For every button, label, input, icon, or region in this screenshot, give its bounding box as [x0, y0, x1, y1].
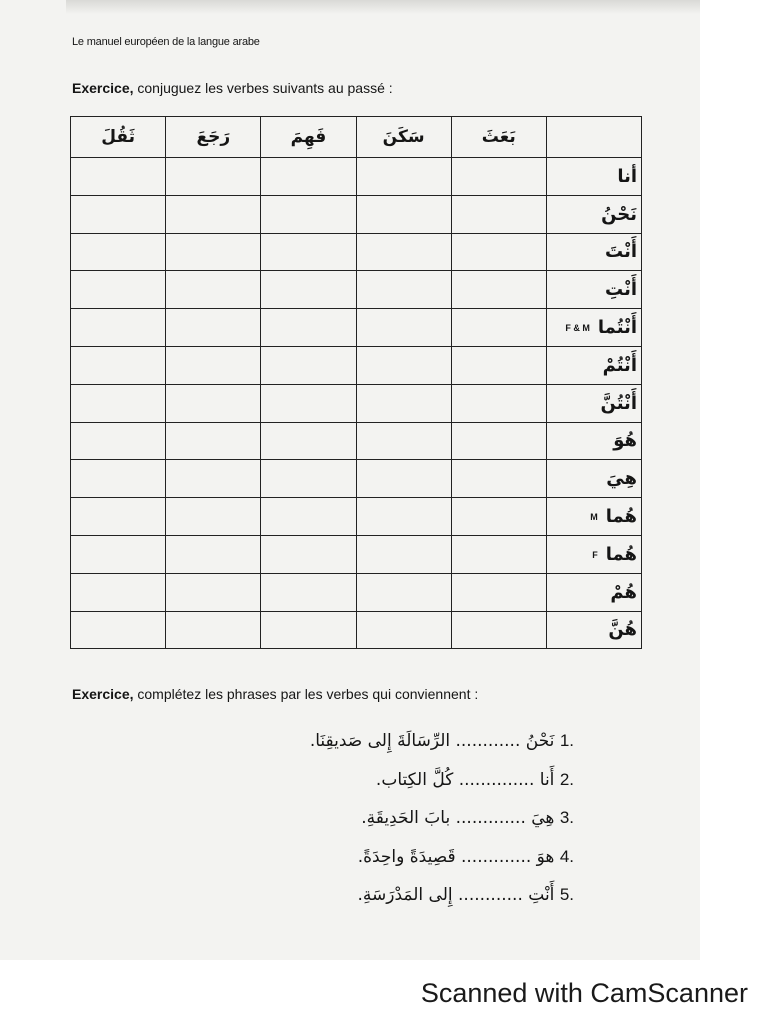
verb-header: سَكَنَ	[356, 117, 451, 158]
answer-cell[interactable]	[451, 195, 546, 233]
pronoun-cell	[546, 611, 641, 649]
exercise2-instruction: complétez les phrases par les verbes qui conviennent :	[137, 686, 479, 702]
answer-cell[interactable]	[166, 309, 261, 347]
answer-cell[interactable]	[261, 535, 356, 573]
answer-cell[interactable]	[166, 573, 261, 611]
sentence-number: 2.	[559, 769, 574, 789]
answer-cell[interactable]	[356, 384, 451, 422]
pronoun-cell	[546, 422, 641, 460]
answer-cell[interactable]	[356, 460, 451, 498]
running-head: Le manuel européen de la langue arabe	[72, 36, 260, 48]
pronoun-label: أَنْتُنَّ	[600, 392, 637, 414]
answer-cell[interactable]	[356, 535, 451, 573]
answer-cell[interactable]	[451, 271, 546, 309]
pronoun-label: أَنْتُمْ	[602, 354, 637, 376]
answer-cell[interactable]	[356, 271, 451, 309]
answer-cell[interactable]	[71, 309, 166, 347]
sentence-text: هوَ ............. قَصِيدَةً واحِدَةً.	[357, 846, 555, 867]
sentence-number: 4.	[559, 846, 574, 866]
answer-cell[interactable]	[71, 535, 166, 573]
answer-cell[interactable]	[166, 460, 261, 498]
pronoun-row	[71, 309, 642, 347]
answer-cell[interactable]	[71, 195, 166, 233]
pronoun-cell	[546, 233, 641, 271]
exercise1-label: Exercice,	[72, 80, 134, 96]
answer-cell[interactable]	[261, 460, 356, 498]
answer-cell[interactable]	[71, 460, 166, 498]
answer-cell[interactable]	[261, 158, 356, 196]
sentence-text: أَنا .............. كُلَّ الكِتاب.	[375, 769, 555, 790]
exercise2-label: Exercice,	[72, 686, 134, 702]
answer-cell[interactable]	[451, 233, 546, 271]
pronoun-label: أَنْتِ	[605, 279, 637, 301]
sentence-number: 5.	[559, 885, 574, 904]
answer-cell[interactable]	[71, 611, 166, 649]
answer-cell[interactable]	[166, 535, 261, 573]
answer-cell[interactable]	[356, 195, 451, 233]
sentence-item	[74, 803, 574, 842]
pronoun-label: نَحْنُ	[601, 203, 637, 225]
verb-header: ثَقُلَ	[71, 117, 166, 158]
answer-cell[interactable]	[166, 422, 261, 460]
pronoun-label: هُمْ	[610, 581, 637, 603]
sentence-text: نَحْنُ ............ الرِّسَالَةَ إِلى صَديقِنَا.	[309, 731, 555, 751]
answer-cell[interactable]	[166, 233, 261, 271]
verb-header-row	[71, 117, 642, 158]
answer-cell[interactable]	[71, 233, 166, 271]
answer-cell[interactable]	[166, 271, 261, 309]
answer-cell[interactable]	[261, 611, 356, 649]
gender-note: F & M	[565, 323, 590, 334]
pronoun-cell	[546, 498, 641, 536]
pronoun-label: أَنْتُما	[597, 317, 637, 339]
answer-cell[interactable]	[261, 384, 356, 422]
pronoun-row	[71, 460, 642, 498]
pronoun-cell	[546, 460, 641, 498]
sentence-item	[74, 842, 574, 881]
gender-note: F	[592, 549, 598, 560]
answer-cell[interactable]	[356, 309, 451, 347]
pronoun-cell	[546, 309, 641, 347]
pronoun-label: هُوَ	[613, 430, 637, 452]
exercise1-instruction: conjuguez les verbes suivants au passé :	[137, 80, 393, 96]
answer-cell[interactable]	[451, 611, 546, 649]
answer-cell[interactable]	[261, 195, 356, 233]
pronoun-label: هُما	[605, 506, 637, 528]
answer-cell[interactable]	[166, 498, 261, 536]
pronoun-row	[71, 422, 642, 460]
answer-cell[interactable]	[166, 158, 261, 196]
conjugation-body	[71, 158, 642, 649]
answer-cell[interactable]	[261, 233, 356, 271]
pronoun-cell	[546, 573, 641, 611]
sentence-text: هِيَ ............. بابَ الحَدِيقَةِ.	[361, 808, 555, 828]
pronoun-label: أنا	[617, 165, 637, 187]
verb-header: فَهِمَ	[261, 117, 356, 158]
verb-header: بَعَثَ	[451, 117, 546, 158]
pronoun-cell	[546, 158, 641, 196]
pronoun-label: أَنْتَ	[605, 241, 637, 263]
gender-note: M	[590, 512, 598, 523]
answer-cell[interactable]	[71, 498, 166, 536]
answer-cell[interactable]	[356, 573, 451, 611]
answer-cell[interactable]	[166, 346, 261, 384]
answer-cell[interactable]	[261, 573, 356, 611]
answer-cell[interactable]	[71, 384, 166, 422]
answer-cell[interactable]	[71, 158, 166, 196]
pronoun-cell	[546, 346, 641, 384]
answer-cell[interactable]	[71, 271, 166, 309]
sentence-number: 3.	[559, 808, 574, 827]
exercise2-heading	[72, 686, 478, 702]
sentence-number: 1.	[559, 731, 574, 750]
pronoun-cell	[546, 384, 641, 422]
answer-cell[interactable]	[261, 271, 356, 309]
pronoun-cell	[546, 195, 641, 233]
pronoun-label: هُنَّ	[608, 619, 637, 641]
answer-cell[interactable]	[451, 460, 546, 498]
answer-cell[interactable]	[71, 346, 166, 384]
answer-cell[interactable]	[261, 309, 356, 347]
pronoun-row	[71, 384, 642, 422]
pronoun-label: هِيَ	[606, 468, 637, 490]
answer-cell[interactable]	[451, 535, 546, 573]
conjugation-table	[70, 116, 642, 649]
verb-header: رَجَعَ	[166, 117, 261, 158]
answer-cell[interactable]	[71, 422, 166, 460]
answer-cell[interactable]	[356, 422, 451, 460]
answer-cell[interactable]	[166, 384, 261, 422]
pronoun-row	[71, 346, 642, 384]
answer-cell[interactable]	[451, 422, 546, 460]
answer-cell[interactable]	[356, 233, 451, 271]
answer-cell[interactable]	[261, 346, 356, 384]
sentence-list	[74, 726, 574, 919]
header-corner-cell	[546, 117, 641, 158]
answer-cell[interactable]	[451, 498, 546, 536]
answer-cell[interactable]	[356, 158, 451, 196]
pronoun-cell	[546, 271, 641, 309]
pronoun-row	[71, 158, 642, 196]
pronoun-row	[71, 195, 642, 233]
pronoun-row	[71, 535, 642, 573]
pronoun-row	[71, 271, 642, 309]
answer-cell[interactable]	[356, 346, 451, 384]
answer-cell[interactable]	[451, 309, 546, 347]
answer-cell[interactable]	[451, 573, 546, 611]
answer-cell[interactable]	[451, 384, 546, 422]
pronoun-row	[71, 233, 642, 271]
answer-cell[interactable]	[356, 611, 451, 649]
pronoun-cell	[546, 535, 641, 573]
answer-cell[interactable]	[261, 422, 356, 460]
sentence-text: أَنْتِ ............ إِلى المَدْرَسَةِ.	[357, 885, 555, 905]
answer-cell[interactable]	[166, 195, 261, 233]
pronoun-label: هُما	[605, 543, 637, 565]
answer-cell[interactable]	[166, 611, 261, 649]
answer-cell[interactable]	[356, 498, 451, 536]
pronoun-row	[71, 573, 642, 611]
sentence-item	[74, 726, 574, 765]
scanner-watermark: Scanned with CamScanner	[420, 978, 748, 1008]
exercise1-heading	[72, 80, 393, 96]
sentence-item	[74, 880, 574, 919]
pronoun-row	[71, 498, 642, 536]
answer-cell[interactable]	[451, 158, 546, 196]
pronoun-row	[71, 611, 642, 649]
answer-cell[interactable]	[261, 498, 356, 536]
sentence-item	[74, 765, 574, 804]
answer-cell[interactable]	[71, 573, 166, 611]
answer-cell[interactable]	[451, 346, 546, 384]
